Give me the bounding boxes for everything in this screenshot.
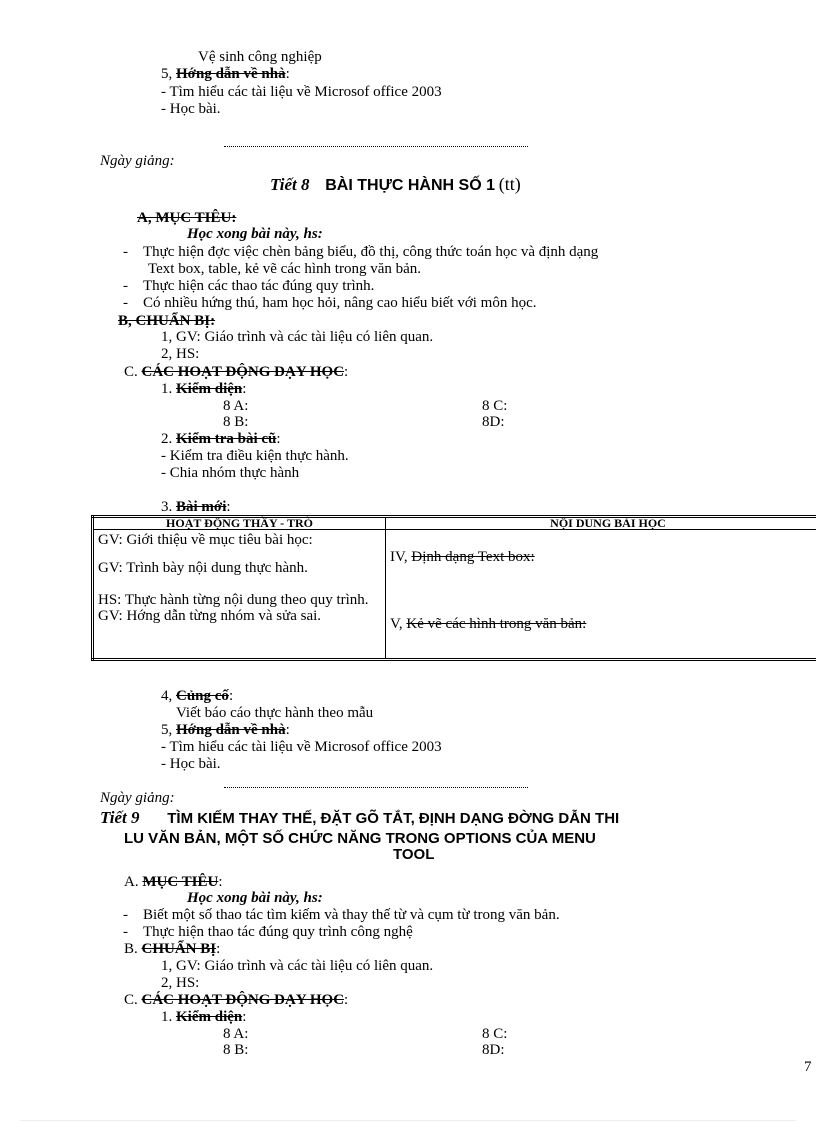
review-heading: 2. Kiểm tra bài cũ:: [161, 431, 281, 447]
activity-table: [91, 515, 816, 661]
table-text: GV: Giới thiệu về mục tiêu bài học:: [98, 532, 313, 548]
page-edge: [20, 1120, 796, 1121]
table-text: HS: Thực hành từng nội dung theo quy trình.: [98, 592, 369, 608]
objective-item: - Biết một số thao tác tìm kiếm và thay thế từ và cụm từ trong văn bản.: [123, 907, 560, 923]
text-line: Vệ sinh công nghiệp: [198, 49, 322, 65]
homework-item: - Tìm hiểu các tài liệu về Microsof office 2003: [161, 84, 442, 100]
class-8a: 8 A:: [223, 1026, 249, 1042]
consolidation-heading: 4, Củng cố:: [161, 688, 234, 704]
lesson-title: Tiết 9 TÌM KIẾM THAY THẾ, ĐẶT GÕ TẮT, ĐỊNH DẠNG ĐỜNG DẪN THI: [100, 808, 620, 827]
prep-item: 2, HS:: [161, 346, 200, 362]
prep-item: 1, GV: Giáo trình và các tài liệu có liên quan.: [161, 329, 434, 345]
objective-item: - Thực hiện thao tác đúng quy trình công nghệ: [123, 924, 413, 940]
consolidation-item: Viết báo cáo thực hành theo mẫu: [176, 705, 374, 721]
divider: [224, 146, 528, 147]
class-8c: 8 C:: [482, 398, 508, 414]
prep-item: 1, GV: Giáo trình và các tài liệu có liên quan.: [161, 958, 434, 974]
table-text: GV: Trình bày nội dung thực hành.: [98, 560, 308, 576]
lesson-title-line3: TOOL: [393, 846, 435, 863]
section-a-heading: A. MỤC TIÊU:: [124, 874, 223, 890]
date-label: Ngày giảng:: [100, 153, 175, 169]
class-8d: 8D:: [482, 414, 505, 430]
review-item: - Kiểm tra điều kiện thực hành.: [161, 448, 349, 464]
table-cell-content: [386, 530, 816, 660]
objective-item: - Có nhiều hứng thú, ham học hỏi, nâng cao hiểu biết với môn học.: [123, 295, 537, 311]
objective-item-cont: Text box, table, kẻ vẽ các hình trong văn bản.: [148, 261, 422, 277]
homework-item: - Học bài.: [161, 101, 221, 117]
class-8a: 8 A:: [223, 398, 249, 414]
homework-heading: 5, Hớng dẫn về nhà:: [161, 66, 290, 82]
class-8b: 8 B:: [223, 414, 249, 430]
attendance-heading: 1. Kiểm diện:: [161, 1009, 247, 1025]
objective-item: - Thực hiện đợc việc chèn bảng biểu, đồ thị, công thức toán học và định dạng: [123, 244, 599, 260]
section-subheading: Học xong bài này, hs:: [187, 890, 323, 906]
table-header: HOẠT ĐỘNG THẦY - TRÒ: [93, 517, 386, 530]
table-text: IV, Định dạng Text box:: [390, 549, 535, 565]
new-lesson-heading: 3. Bài mới:: [161, 499, 231, 515]
homework-item: - Học bài.: [161, 756, 221, 772]
page-number: 7: [804, 1059, 812, 1075]
table-text: GV: Hớng dẫn từng nhóm và sửa sai.: [98, 608, 322, 624]
table-header: NỘI DUNG BÀI HỌC: [386, 517, 816, 530]
section-c-heading: C. CÁC HOẠT ĐỘNG DẠY HỌC:: [124, 364, 349, 380]
divider: [224, 787, 528, 788]
homework-heading: 5, Hớng dẫn về nhà:: [161, 722, 290, 738]
section-a-heading: A, MỤC TIÊU:: [137, 210, 237, 226]
table-text: V, Kẻ vẽ các hình trong văn bản:: [390, 616, 587, 632]
section-subheading: Học xong bài này, hs:: [187, 226, 323, 242]
lesson-title: Tiết 8 BÀI THỰC HÀNH SỐ 1 (tt): [270, 174, 521, 194]
class-8d: 8D:: [482, 1042, 505, 1058]
section-c-heading: C. CÁC HOẠT ĐỘNG DẠY HỌC:: [124, 992, 349, 1008]
prep-item: 2, HS:: [161, 975, 200, 991]
homework-item: - Tìm hiểu các tài liệu về Microsof office 2003: [161, 739, 442, 755]
date-label: Ngày giảng:: [100, 790, 175, 806]
class-8c: 8 C:: [482, 1026, 508, 1042]
section-b-heading: B. CHUẨN BỊ:: [124, 941, 221, 957]
attendance-heading: 1. Kiểm diện:: [161, 381, 247, 397]
lesson-title-line2: LU VĂN BẢN, MỘT SỐ CHỨC NĂNG TRONG OPTIONS CỦA MENU: [124, 830, 596, 847]
review-item: - Chia nhóm thực hành: [161, 465, 300, 481]
class-8b: 8 B:: [223, 1042, 249, 1058]
table-cell-activities: [93, 530, 386, 660]
section-b-heading: B, CHUẨN BỊ:: [118, 313, 216, 329]
objective-item: - Thực hiện các thao tác đúng quy trình.: [123, 278, 375, 294]
